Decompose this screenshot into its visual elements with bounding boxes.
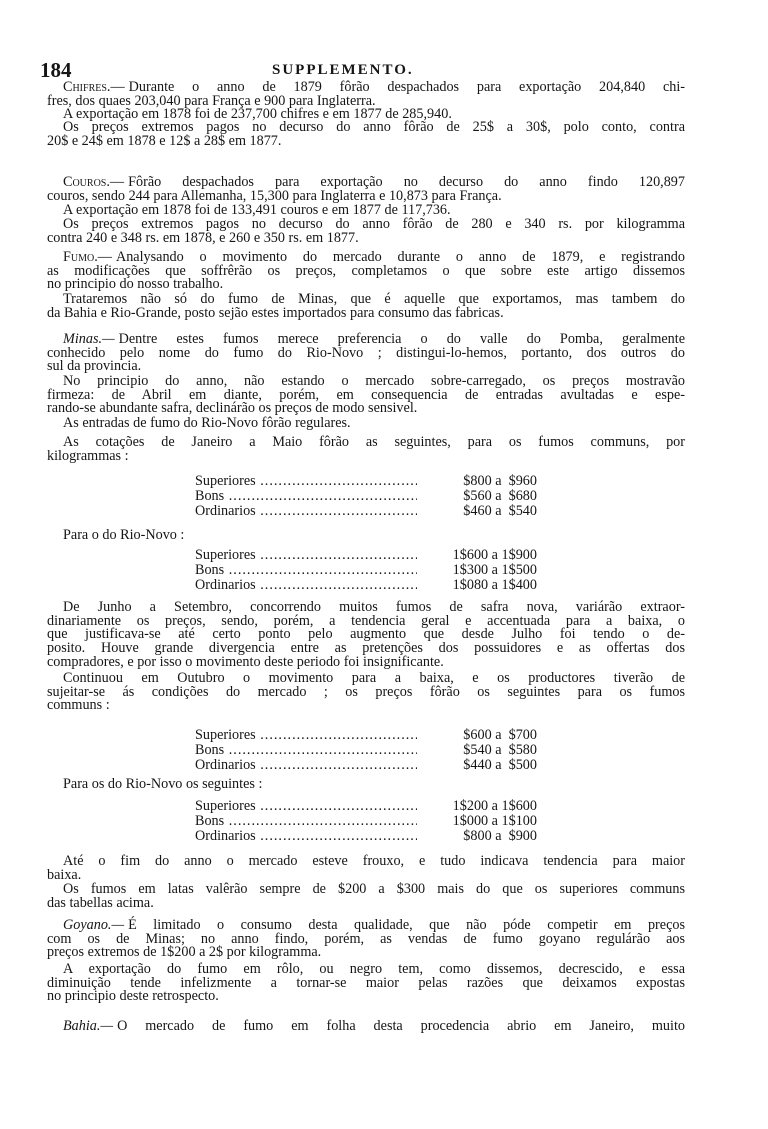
running-title: SUPPLEMENTO. — [272, 62, 414, 78]
grade-label — [195, 814, 417, 829]
paragraph — [47, 919, 685, 960]
paragraph — [47, 1020, 685, 1034]
paragraph — [47, 293, 685, 320]
price-range: $800 a $900 — [463, 828, 537, 844]
paragraph — [47, 963, 685, 1004]
line-text: Para o do Rio-Novo : — [63, 527, 185, 543]
price-range: 1$000 a 1$100 — [452, 813, 537, 829]
text-line — [47, 653, 685, 670]
price-table — [195, 728, 537, 773]
line-text: Continuou em Outubro o movimento para a baixa, e os productores tiverão de — [63, 670, 685, 686]
paragraph — [47, 81, 685, 108]
line-text: communs : — [47, 697, 110, 714]
line-text: Os preços extremos pagos no decurso do anno fôrão de 280 e 340 rs. por kilogramma — [63, 216, 685, 232]
text-line — [47, 360, 685, 374]
paragraph — [47, 176, 685, 203]
price-range: 1$300 a 1$500 — [452, 562, 537, 578]
text-line — [47, 894, 685, 911]
grade-label-text: Ordinarios — [195, 504, 256, 519]
price-row — [195, 474, 537, 489]
line-text: As entradas de fumo do Rio-Novo fôrão regulares. — [63, 415, 351, 431]
line-text: As cotações de Janeiro a Maio fôrão as seguintes, para os fumos communs, por — [63, 434, 685, 450]
line-text: Fôrão despachados para exportação no decurso do anno findo 120,897 — [128, 174, 685, 190]
line-text: sul da provincia. — [47, 358, 142, 375]
price-table — [195, 474, 537, 519]
paragraph — [47, 436, 685, 463]
grade-label — [195, 548, 417, 563]
paragraph — [47, 375, 685, 416]
text-line — [47, 778, 685, 792]
price-row — [195, 563, 537, 578]
line-text: A exportação em 1878 foi de 237,700 chifres e em 1877 de 285,940. — [63, 106, 452, 122]
line-text: A exportação em 1878 foi de 133,491 couros e em 1877 de 117,736. — [63, 202, 451, 218]
section-heading: Bahia.— — [63, 1018, 114, 1034]
line-text: das tabellas acima. — [47, 894, 154, 911]
line-text: Para os do Rio-Novo os seguintes : — [63, 776, 263, 792]
line-text: kilogrammas : — [47, 447, 129, 464]
text-line — [47, 529, 685, 543]
section-heading: Goyano.— — [63, 917, 125, 933]
line-text: no principio deste retrospecto. — [47, 988, 219, 1005]
price-range: 1$200 a 1$600 — [452, 798, 537, 814]
paragraph — [47, 883, 685, 910]
line-text: No principio do anno, não estando o mercado sobre-carregado, os preços mostravão — [63, 373, 685, 389]
line-text: firmeza: de Abril em diante, porém, em consequencia de entradas avultadas e espe- — [47, 386, 685, 403]
line-text: Trataremos não só do fumo de Minas, que é aquelle que exportamos, mas tambem do — [63, 291, 685, 307]
line-text: diminuição tende infelizmente a tornar-se maior pelas razões que deixamos expostas — [47, 974, 685, 991]
price-row — [195, 548, 537, 563]
text-line — [47, 946, 685, 960]
grade-label — [195, 474, 417, 489]
grade-label-text: Superiores — [195, 799, 256, 814]
grade-label — [195, 504, 417, 519]
line-text: Analysando o movimento do mercado durante o anno de 1879, e registrando — [115, 249, 685, 265]
page-number: 184 — [40, 58, 72, 82]
line-text: rando-se abundante safra, declinárão os preços de modo sensivel. — [47, 400, 418, 417]
price-row — [195, 758, 537, 773]
grade-label-text: Superiores — [195, 474, 256, 489]
text-line — [47, 436, 685, 450]
line-text: no principio do nosso trabalho. — [47, 276, 224, 293]
text-line — [47, 990, 685, 1004]
price-row — [195, 814, 537, 829]
text-line — [47, 278, 685, 292]
line-text: da Bahia e Rio-Grande, posto sejão estes importados para consumo das fabricas. — [47, 304, 504, 321]
price-table — [195, 799, 537, 844]
grade-label — [195, 743, 417, 758]
section-heading: Couros.— — [63, 174, 125, 190]
text-line — [47, 1020, 685, 1034]
text-line — [47, 304, 685, 321]
grade-label — [195, 489, 417, 504]
price-range: $800 a $960 — [463, 473, 537, 489]
line-text: Os fumos em latas valêrão sempre de $200 a $300 mais do que os superiores communs — [63, 881, 685, 897]
price-row — [195, 799, 537, 814]
line-text: dinariamente os preços, sendo, porém, a tendencia geral e accentuada para a baixa, o — [47, 612, 685, 629]
paragraph — [47, 529, 685, 543]
line-text: É limitado o consumo desta qualidade, que não póde competir em preços — [128, 917, 685, 933]
paragraph — [47, 672, 685, 713]
price-row — [195, 489, 537, 504]
grade-label-text: Bons — [195, 814, 225, 829]
paragraph — [47, 601, 685, 669]
grade-label — [195, 728, 417, 743]
paragraph — [47, 417, 685, 431]
paragraph — [47, 121, 685, 148]
section-heading: Minas.— — [63, 331, 115, 347]
section-heading: Chifres.— — [63, 79, 125, 95]
line-text: Durante o anno de 1879 fôrão despachados para exportação 204,840 chi- — [128, 79, 685, 95]
section-heading: Fumo.— — [63, 249, 112, 265]
price-range: $440 a $500 — [463, 757, 537, 773]
grade-label-text: Bons — [195, 489, 225, 504]
text-line — [47, 683, 685, 700]
line-text: O mercado de fumo em folha desta procedencia abrio em Janeiro, muito — [117, 1018, 685, 1034]
text-line — [47, 447, 685, 464]
grade-label — [195, 563, 417, 578]
grade-label-text: Bons — [195, 743, 225, 758]
text-line — [47, 229, 685, 246]
grade-label-text: Ordinarios — [195, 578, 256, 593]
line-text: que justificava-se até certo ponto pelo augmento que desde Julho foi tendo o de- — [47, 626, 685, 643]
line-text: 20$ e 24$ em 1878 e 12$ a 28$ em 1877. — [47, 132, 282, 149]
line-text: Até o fim do anno o mercado esteve frouxo, e tudo indicava tendencia para maior — [63, 853, 685, 869]
price-row — [195, 743, 537, 758]
grade-label — [195, 829, 417, 844]
line-text: conhecido pelo nome do fumo do Rio-Novo ; distingui-lo-hemos, portanto, dos outros do — [47, 344, 685, 361]
line-text: contra 240 e 348 rs. em 1878, e 260 e 350 rs. em 1877. — [47, 229, 359, 246]
line-text: couros, sendo 244 para Allemanha, 15,300 para Inglaterra e 10,873 para França. — [47, 187, 502, 204]
grade-label-text: Ordinarios — [195, 758, 256, 773]
text-line — [47, 402, 685, 416]
price-range: $540 a $580 — [463, 742, 537, 758]
paragraph — [47, 251, 685, 292]
text-line — [47, 699, 685, 713]
price-range: $460 a $540 — [463, 503, 537, 519]
line-text: preços extremos de 1$200 a 2$ por kilogramma. — [47, 944, 322, 961]
line-text: sujeitar-se ás condições do mercado ; os preços fôrão os seguintes para os fumos — [47, 683, 685, 700]
line-text: posito. Houve grande divergencia entre as pretenções dos possuidores e as offertas dos — [47, 640, 685, 657]
paragraph — [47, 778, 685, 792]
line-text: De Junho a Setembro, concorrendo muitos fumos de safra nova, variárão extraor- — [63, 599, 685, 615]
text-line — [47, 417, 685, 431]
price-row — [195, 829, 537, 844]
price-range: $560 a $680 — [463, 488, 537, 504]
grade-label-text: Bons — [195, 563, 225, 578]
line-text: Dentre estes fumos merece preferencia o do valle do Pomba, geralmente — [118, 331, 685, 347]
grade-label-text: Ordinarios — [195, 829, 256, 844]
price-range: 1$080 a 1$400 — [452, 577, 537, 593]
line-text: as modificações que soffrêrão os preços, completamos o que sobre este artigo dissemos — [47, 262, 685, 279]
text-line — [47, 855, 685, 869]
price-range: 1$600 a 1$900 — [452, 547, 537, 563]
line-text: A exportação do fumo em rôlo, ou negro tem, como dissemos, decrescido, e essa — [63, 961, 685, 977]
text-line — [47, 344, 685, 361]
paragraph — [47, 333, 685, 374]
line-text: compradores, e por isso o movimento deste periodo foi insignificante. — [47, 653, 444, 670]
line-text: com os de Minas; no anno findo, porém, as vendas de fumo goyano regulárão aos — [47, 930, 685, 947]
price-range: $600 a $700 — [463, 727, 537, 743]
paragraph — [47, 855, 685, 882]
paragraph — [47, 218, 685, 245]
grade-label — [195, 799, 417, 814]
line-text: Os preços extremos pagos no decurso do anno fôrão de 25$ a 30$, polo conto, contra — [63, 119, 685, 135]
text-line — [47, 132, 685, 149]
grade-label-text: Superiores — [195, 728, 256, 743]
grade-label — [195, 758, 417, 773]
price-row — [195, 578, 537, 593]
price-row — [195, 504, 537, 519]
grade-label — [195, 578, 417, 593]
line-text: fres, dos quaes 203,040 para França e 900 para Inglaterra. — [47, 92, 376, 109]
line-text: baixa. — [47, 866, 82, 883]
grade-label-text: Superiores — [195, 548, 256, 563]
price-table — [195, 548, 537, 593]
price-row — [195, 728, 537, 743]
